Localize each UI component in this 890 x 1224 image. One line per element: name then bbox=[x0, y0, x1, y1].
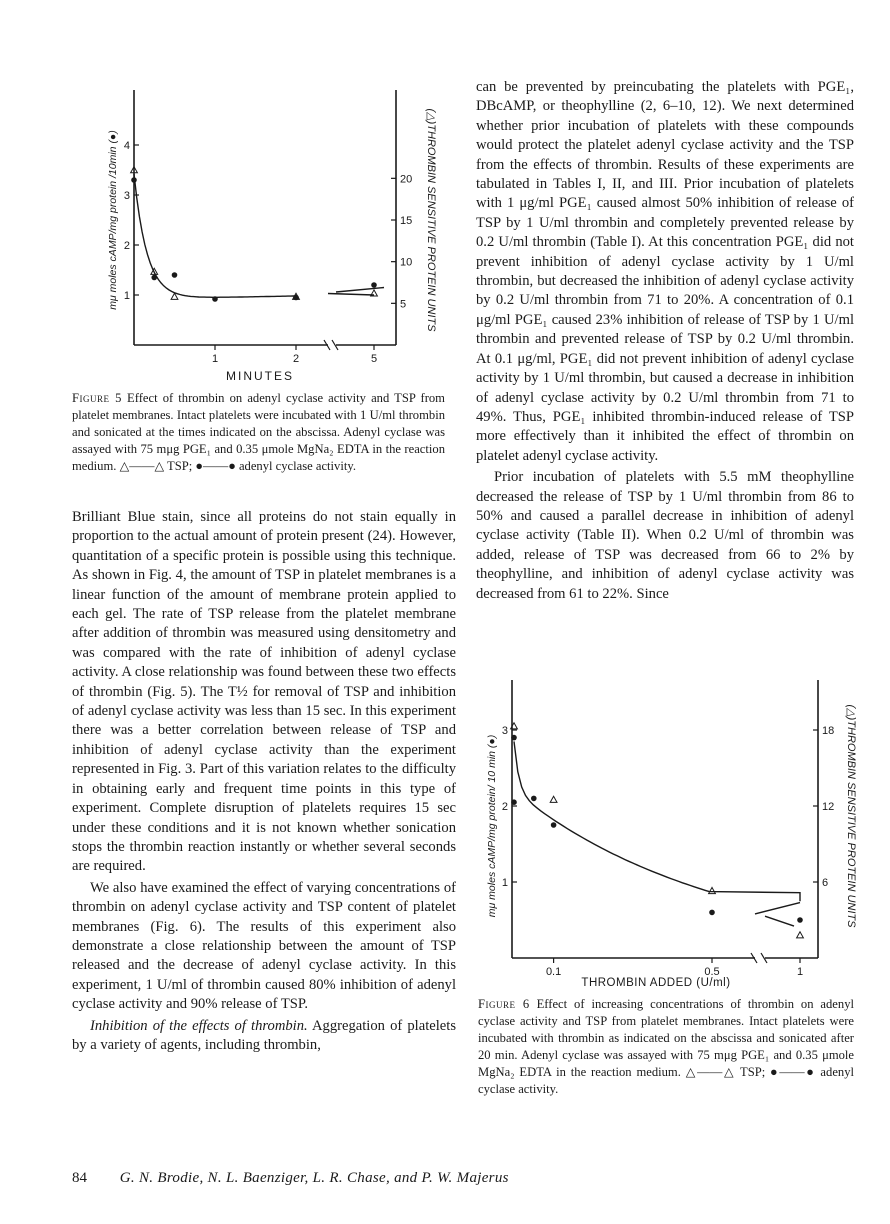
right-paragraph-2: Prior incubation of platelets with 5.5 mM theophylline decreased the release of TSP by 1 U/ml thrombin from 86 to 50% and caused a parallel decrease in inhibition of adenyl cyclase activity (Table II). When 0.2 U/ml of thrombin was added, release of TSP was decreased from 66 to 2% by theophylline, and inhibition of adenyl cyclase activity was decreased from 61 to 22%. Since bbox=[476, 469, 854, 602]
fig6-curve-segment bbox=[755, 903, 800, 914]
fig5-cyclase-point bbox=[371, 282, 377, 288]
x-tick-label: 1 bbox=[211, 353, 219, 365]
figure-5-caption bbox=[72, 390, 445, 475]
authors-line: G. N. Brodie, N. L. Baenziger, L. R. Chase, and P. W. Majerus bbox=[119, 1170, 509, 1186]
x-tick-label: 5 bbox=[370, 353, 378, 365]
right-tick-label: 18 bbox=[822, 725, 835, 737]
fig5-curve-segment bbox=[328, 294, 374, 296]
right-paragraph-1: can be prevented by preincubating the platelets with PGE₁, DBcAMP, or theophylline (2, 6–10, 12). We next determined whether prior incubation of platelets with these compounds would protect the platelet adenyl cyclase activity and the TSP from the effects of thrombin. Results of these experiments are tabulated in Tables I, II, and III. Prior incubation of platelets with 1 μg/ml PGE₁ caused almost 50% inhibition of release of TSP by 1 U/ml thrombin and completely prevented release by 0.2 U/ml thrombin (Table I). At this concentration PGE₁ did not prevent inhibition of adenyl cyclase activity by 1 U/ml thrombin, but decreased the inhibition of adenyl cyclase activity by 0.2 U/ml thrombin from 71 to 20%. A concentration of 0.1 μg/ml PGE₁ caused 23% inhibition of release of TSP by 1 U/ml thrombin and prevented release of TSP by 0.2 U/ml thrombin. At 0.1 μg/ml, PGE₁ did not prevent inhibition of adenyl cyclase activity by 1 U/ml thrombin, but caused a decrease in inhibition of adenyl cyclase activity by 0.2 U/ml thrombin from 71 to 49%. Thus, PGE₁ inhibited thrombin-induced release of TSP more effectively than it inhibited the effect of thrombin on platelet adenyl cyclase activity. bbox=[476, 79, 854, 464]
left-paragraph-1: Brilliant Blue stain, since all proteins do not stain equally in proportion to the actual amount of protein present (24). However, quantitation of a specific protein is possible using this technique. As shown in Fig. 4, the amount of TSP in platelet membranes is a linear function of the amount of membrane protein applied to each gel. The rate of TSP release from the platelet membrane after addition of thrombin was measured using densitometry and was compared with the rate of inhibition of adenyl cyclase activity. A close relationship was found between these two effects of thrombin (Fig. 5). The T½ for removal of TSP and inhibition of adenyl cyclase activity was less than 15 sec. In this experiment there was a better correlation between release of TSP and inhibition of adenyl cyclase activity than the experiment represented in Fig. 3. Part of this variation relates to the difficulty in obtaining early and frequent time points in this type of experiment. Complete disruption of platelets requires 15 sec under these conditions and it is not known whether sonication stops the thrombin reaction instantly or whether several seconds are required. bbox=[72, 509, 456, 875]
fig5-x-axis bbox=[134, 340, 396, 350]
left-column-text bbox=[72, 508, 456, 1055]
figure-5-caption-text: Effect of thrombin on adenyl cyclase activity and TSP from platelet membranes. Intact platelets were incubated with 1 U/ml thrombin and sonicated at the times indicated on the abscissa. Adenyl cyclase was assayed with 75 mμg PGE₁ and 0.35 μmole MgNa₂ EDTA in the reaction medium. △——△ TSP; ●——● adenyl cyclase activity. bbox=[72, 391, 445, 473]
fig6-cyclase-point bbox=[511, 799, 517, 805]
fig5-cyclase-point bbox=[212, 296, 218, 302]
page-footer bbox=[72, 1170, 832, 1187]
left-paragraph-3 bbox=[72, 1017, 456, 1056]
left-tick-label: 1 bbox=[501, 877, 508, 889]
section-heading: Inhibition of the effects of thrombin. bbox=[90, 1017, 308, 1034]
figure-6-caption-text: Effect of increasing concentrations of thrombin on adenyl cyclase activity and TSP from platelet membranes. Intact platelets were incubated with thrombin as indicated on the abscissa and sonicated after 20 min. Adenyl cyclase was assayed with 75 mμg PGE₁ and 0.35 μmole MgNa₂ EDTA in the reaction medium. △——△ TSP; ●——● adenyl cyclase activity. bbox=[478, 997, 854, 1096]
x-tick-label: 2 bbox=[292, 353, 300, 365]
fig6-cyclase-point bbox=[531, 796, 537, 802]
right-tick-label: 15 bbox=[400, 215, 413, 227]
fig6-cyclase-point bbox=[797, 917, 803, 923]
fig6-curve-tail bbox=[765, 916, 794, 926]
figure-6-caption-label: Figure 6 bbox=[478, 997, 530, 1011]
right-column-text bbox=[476, 78, 854, 604]
fig5-curve-tail bbox=[336, 288, 384, 293]
figure-5-chart bbox=[100, 80, 450, 390]
fig6-x-axis-label: THROMBIN ADDED (U/ml) bbox=[581, 977, 731, 989]
fig5-right-axis-label: (△)THROMBIN SENSITIVE PROTEIN UNITS bbox=[425, 108, 437, 332]
right-tick-label: 6 bbox=[822, 877, 829, 889]
fig5-x-axis-label: MINUTES bbox=[226, 369, 294, 383]
fig6-tsp-point bbox=[550, 796, 557, 802]
left-tick-label: 3 bbox=[501, 725, 508, 737]
fig6-x-axis bbox=[512, 953, 818, 963]
fig5-cyclase-point bbox=[172, 272, 178, 278]
fig5-left-axis-label: mμ moles cAMP/mg protein /10min (●) bbox=[107, 130, 119, 310]
left-tick-label: 2 bbox=[123, 240, 130, 252]
x-tick-label: 0.5 bbox=[704, 966, 720, 978]
fig6-left-axis-label: mμ moles cAMP/mg protein/ 10 min (●) bbox=[486, 734, 498, 918]
right-tick-label: 5 bbox=[400, 298, 407, 311]
fig5-cyclase-point bbox=[131, 177, 137, 183]
fig5-cyclase-point bbox=[151, 275, 157, 281]
figure-5-caption-label: Figure 5 bbox=[72, 391, 122, 405]
right-tick-label: 10 bbox=[400, 256, 413, 269]
left-tick-label: 2 bbox=[501, 801, 508, 813]
fig6-tsp-point bbox=[797, 932, 804, 938]
x-tick-label: 0.1 bbox=[545, 966, 562, 978]
fig6-cyclase-point bbox=[709, 910, 715, 916]
right-tick-label: 12 bbox=[822, 801, 835, 813]
fig5-fitted-curve bbox=[134, 174, 296, 297]
fig6-fitted-curve bbox=[514, 741, 800, 901]
left-paragraph-2: We also have examined the effect of varying concentrations of thrombin on adenyl cyclase activity and TSP content of platelet membranes (Fig. 6). The results of this experiment also demonstrate a close relationship between the amount of TSP released and the decrease of adenyl cyclase activity. In this experiment, 1 U/ml of thrombin caused 80% inhibition of adenyl cyclase activity and 90% release of TSP. bbox=[72, 879, 456, 1013]
fig6-cyclase-point bbox=[551, 822, 557, 828]
x-tick-label: 1 bbox=[796, 966, 804, 978]
left-tick-label: 3 bbox=[123, 190, 130, 202]
left-tick-label: 4 bbox=[123, 140, 130, 152]
fig5-tsp-point bbox=[371, 290, 378, 296]
fig6-tsp-point bbox=[709, 887, 716, 893]
left-paragraph-3-text: Aggregation of platelets by a variety of agents, including thrombin, bbox=[72, 1017, 457, 1053]
figure-6-caption bbox=[478, 996, 854, 1098]
fig6-cyclase-point bbox=[511, 735, 517, 741]
left-tick-label: 1 bbox=[123, 290, 130, 302]
right-tick-label: 20 bbox=[400, 173, 413, 186]
fig6-right-axis-label: (△)THROMBIN SENSITIVE PROTEIN UNITS bbox=[845, 704, 857, 928]
page-number: 84 bbox=[72, 1170, 87, 1186]
figure-6-chart bbox=[478, 676, 864, 992]
